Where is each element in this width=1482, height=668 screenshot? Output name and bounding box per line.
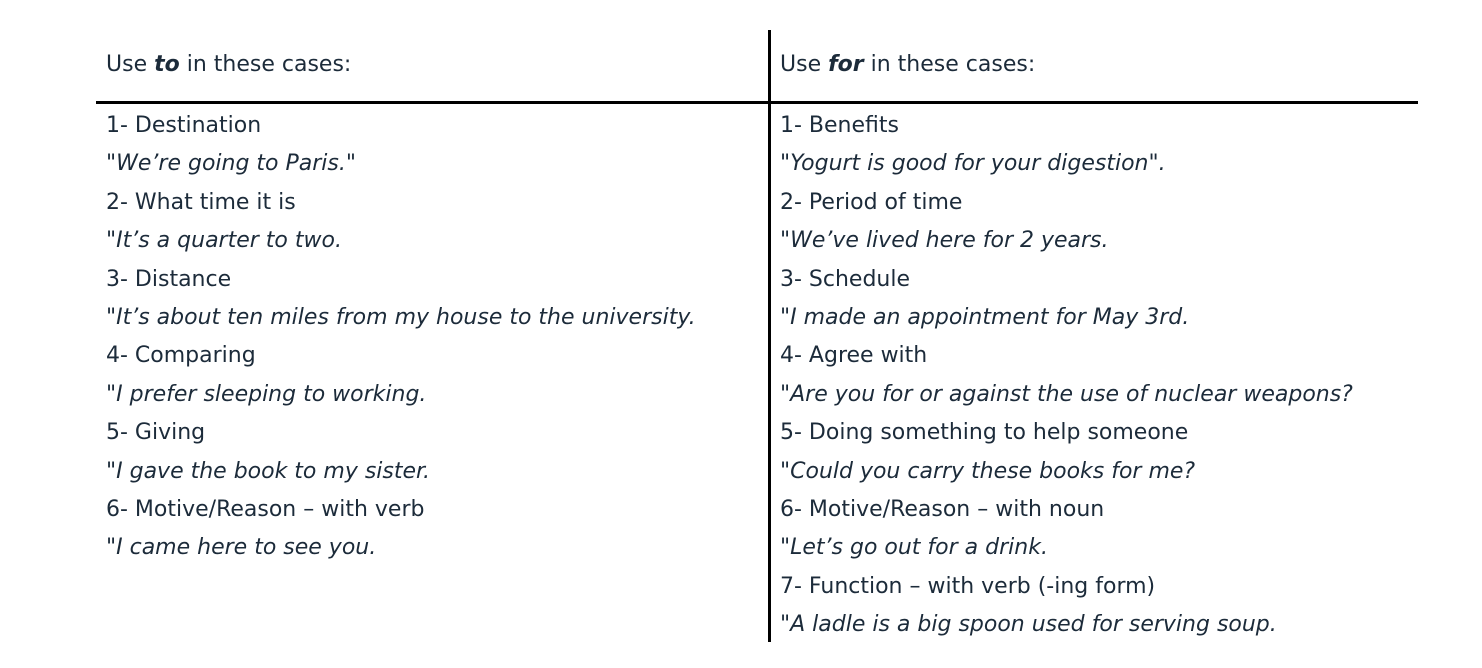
to-cases-column	[106, 107, 696, 568]
for-case-example: "We’ve lived here for 2 years.	[780, 228, 1109, 254]
to-case-title: 5- Giving	[106, 420, 206, 446]
header-rule	[96, 101, 1418, 104]
for-keyword: for	[828, 52, 864, 77]
for-case-title: 6- Motive/Reason – with noun	[780, 496, 1105, 522]
to-for-comparison-table	[96, 30, 1418, 642]
for-case-title: 5- Doing something to help someone	[780, 420, 1189, 446]
to-case-example: "It’s about ten miles from my house to the university.	[106, 304, 696, 330]
for-case-title: 4- Agree with	[780, 343, 928, 369]
column-divider	[768, 30, 771, 642]
to-case-title: 1- Destination	[106, 113, 262, 138]
for-cases-column	[780, 107, 1353, 644]
for-case-title: 1- Benefits	[780, 113, 899, 138]
for-case-example: "Are you for or against the use of nuclear weapons?	[780, 381, 1353, 407]
to-case-title: 6- Motive/Reason – with verb	[106, 496, 425, 522]
to-case-example: "I came here to see you.	[106, 535, 377, 561]
for-case-example: "Could you carry these books for me?	[780, 458, 1196, 484]
for-case-example: "Let’s go out for a drink.	[780, 535, 1048, 561]
for-column-header: Use for in these cases:	[780, 52, 1036, 77]
to-case-example: "It’s a quarter to two.	[106, 228, 342, 254]
for-case-title: 3- Schedule	[780, 266, 911, 292]
for-case-example: "I made an appointment for May 3rd.	[780, 304, 1190, 330]
to-keyword: to	[154, 52, 180, 77]
to-case-example: "We’re going to Paris."	[106, 151, 356, 177]
to-case-title: 2- What time it is	[106, 189, 296, 215]
for-case-example: "Yogurt is good for your digestion".	[780, 151, 1166, 177]
to-case-example: "I prefer sleeping to working.	[106, 381, 427, 407]
for-case-example: "A ladle is a big spoon used for serving soup.	[780, 612, 1277, 638]
to-case-title: 3- Distance	[106, 266, 232, 292]
to-column-header: Use to in these cases:	[106, 52, 352, 77]
to-case-example: "I gave the book to my sister.	[106, 458, 431, 484]
for-case-title: 2- Period of time	[780, 189, 963, 215]
for-case-title: 7- Function – with verb (-ing form)	[780, 573, 1156, 599]
to-case-title: 4- Comparing	[106, 343, 256, 369]
